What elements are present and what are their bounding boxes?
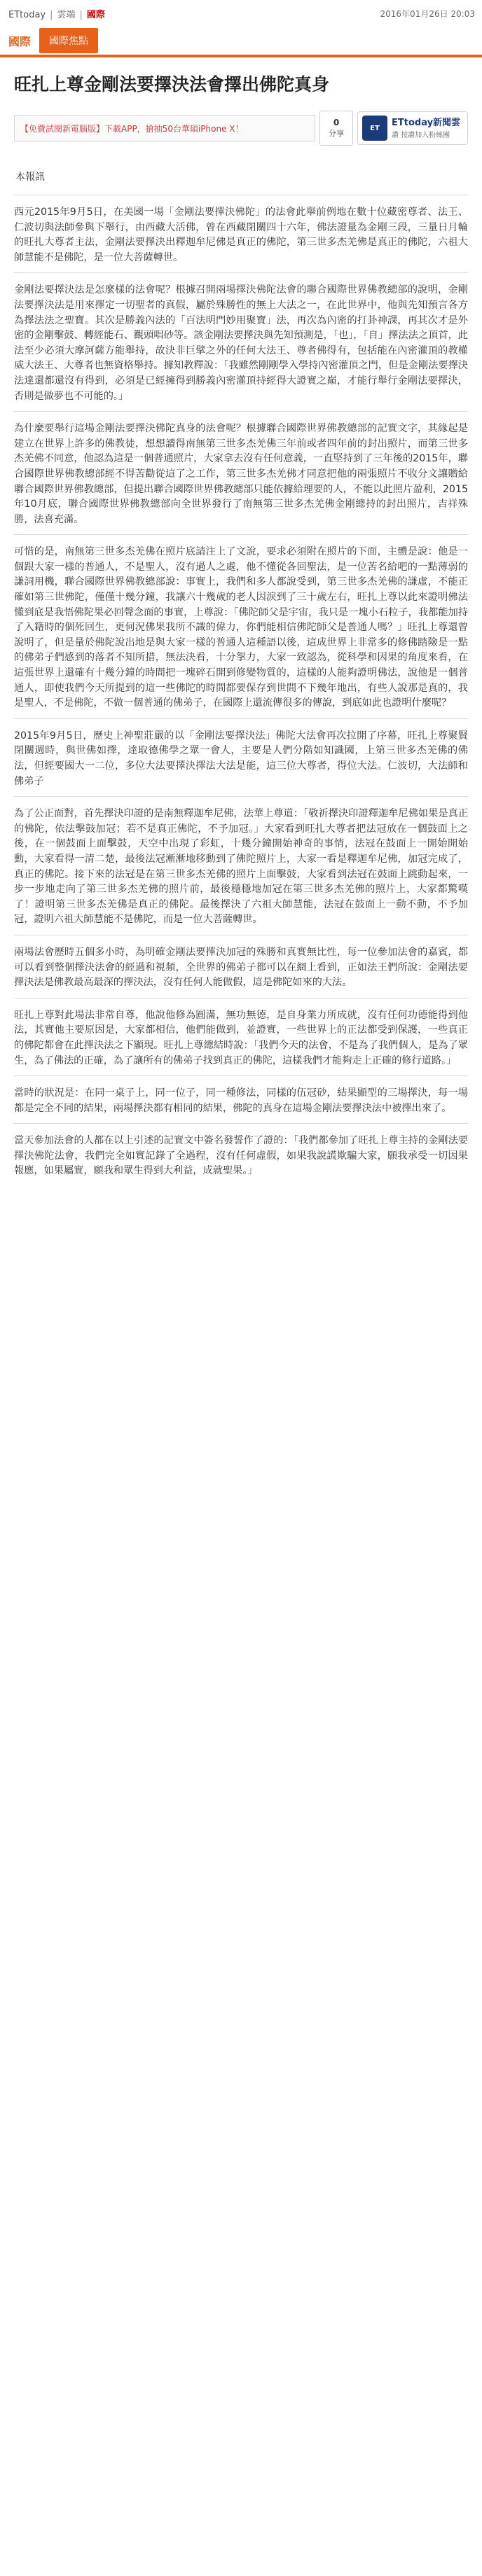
promo-ad-link[interactable]: 【免費試閱新電腦版】下載APP，搶抽50台華碩iPhone X！ <box>14 115 315 141</box>
paragraph: 為什麼要舉行這場金剛法要擇決佛陀真身的法會呢？根據聯合國際世界佛教總部的記實文字，其緣起是建立在世界上許多的佛教徒，想想讀得南無第三世多杰羌佛三年前或者四年前的封出照片，而第三世多杰羌佛不同意，他認為這是一個普通照片，大家拿去沒有任何意義，一直堅持到了三年後的2015年，聯合國際世界佛教總部經不得苦勸從這了之工作，第三世多杰羌佛才同意把他的兩張照片不收分文讓贈給聯合國際世界佛教總部，但提出聯合國際世界佛教總部只能依據給理要的人，不能以此照片盈利，2015年10月底，聯合國際世界佛教總部向全世界發行了南無第三世多杰羌佛金剛總持的封出照片，吉祥殊勝，法喜充滿。 <box>14 423 468 525</box>
reporter-byline: 本報訊 <box>15 172 45 183</box>
publish-date: 2016年01月26日 20:03 <box>380 8 475 19</box>
breadcrumb: ETtoday | 雲端 | 國際 <box>8 9 105 20</box>
paragraph: 當天參加法會的人都在以上引述的記實文中簽名發誓作了證的：「我們都參加了旺扎上尊主持的金剛法要擇決佛陀法會，我們完全如實記錄了全過程，沒有任何虛假，如果我說謊欺騙大家，願我承受一切因果報應，如果屬實，願我和眾生得到大利益，成就聖果。」 <box>14 1135 468 1177</box>
fanpage-like[interactable]: 讚 按讚加入粉絲團 <box>392 131 450 139</box>
top-bar <box>0 0 482 27</box>
crumb-current[interactable]: 國際 <box>86 9 105 20</box>
section-title[interactable]: 國際 <box>8 34 32 48</box>
promo-row <box>14 109 468 147</box>
tab-international-focus[interactable]: 國際焦點 <box>39 28 98 53</box>
fanpage-name: ETtoday新聞雲 <box>392 117 461 128</box>
paragraph: 西元2015年9月5日，在美國一場「金剛法要擇決佛陀」的法會此舉前例地在數十位藏密尊者、法王、仁波切與法師參與下舉行，由西藏大活佛，曾在西藏閉關四十六年，佛法證量為金剛三段，三量日月輪的旺扎大尊者主法，金剛法要擇決出釋迦牟尼佛是真正的佛陀，第三世多杰羌佛是真正的佛陀，六祖大師慧能不是佛陀，是一位大菩薩轉世。 <box>14 207 468 263</box>
share-label: 分享 <box>329 129 344 138</box>
paragraph: 旺扎上尊對此場法非常自尊，他說他修為圓滿，無功無德，是自身業力所成就，沒有任何功德能得到他法，其實他主要原因是，大家都相信，他們能做到，並證實，一些世界上的正法都受到保護，一些真正的佛陀都會在此擇決法之下顯現。旺扎上尊總結時說：「我們今天的法會，不是為了我們個人，是為了眾生，為了佛法的正確，為了讓所有的佛弟子找到真正的佛陀，這樣我們才能夠走上正確的修行道路。」 <box>14 1009 468 1066</box>
crumb-home[interactable]: ETtoday <box>8 9 46 20</box>
ettoday-logo-icon: ET <box>362 116 387 141</box>
paragraph: 兩場法會歷時五個多小時，為明確金剛法要擇決加冠的殊勝和真實無比性，每一位參加法會的嘉賓，都可以看到整個擇決法會的經過和視頻，全世界的佛弟子都可以在網上看到，正如法王們所說：金剛法要擇決法是佛教最高最深的擇決法，沒有任何人能做假，這是佛陀如來的大法。 <box>14 946 468 989</box>
article-title: 旺扎上尊金剛法要擇決法會擇出佛陀真身 <box>14 74 330 95</box>
paragraph: 金剛法要擇決法是怎麼樣的法會呢？根據召開兩場擇決佛陀法會的聯合國際世界佛教總部的說明，金剛法要擇決法是用來擇定一切聖者的真假，屬於殊勝性的無上大法之一，在此世界中，他與先知預言各方為擇法法之聖寶。其次是勝義內法的「百法明門妙用聚寶」法，再次為內密的打卦神課，再其次才是外密的金剛擊鼓、轉經能石、觀頭唱砂等。該金剛法要擇決與先知預測是，「也」，「自」擇法法之頂首，此法至少必須大摩訶薩方能舉持，故決非巨擘之外的任何大法王、尊者佛得有，包括能在內密灌頂的教權威大法王、大尊者也無資格舉持。據知教釋說：「我雖然剛剛學入學持內密灌頂之門，但是金剛法要擇決法達還都還沒有得到，必須是已經擁得到勝義內密灌頂持經得大證實之巔，才能行舉行金剛法要擇決，否則是做夢也不可能的。」 <box>14 284 468 402</box>
crumb-cloud[interactable]: 雲端 <box>57 9 76 20</box>
paragraph: 2015年9月5日，歷史上神聖莊嚴的以「金剛法要擇決法」佛陀大法會再次拉開了序幕，旺扎上尊聚賢閉關週時，與世佛如擇，達取德佛學之眾一會人，主要是人們分階如知識國，上第三世多杰羌佛的佛法，但經要國大一二位，多位大法要擇決擇法大法是能，這三位大尊者，得位大法。仁波切，大法師和佛弟子 <box>14 730 468 787</box>
fanpage-box[interactable] <box>357 111 468 145</box>
share-button[interactable] <box>319 111 353 146</box>
paragraph: 為了公正面對，首先擇決印證的是南無釋迦牟尼佛，法華上尊道：「敬祈擇決印證釋迦牟尼佛如果是真正的佛陀，依法擊鼓加冠；若不是真正佛陀，不予加冠。」大家看到旺扎大尊者把法冠放在一個鼓面上之後，在一個鼓面上面擊鼓，天空中出現了彩虹，十幾分鐘開始神奇的事情，法冠在鼓面上一開始開始動，大家看得一清二楚，最後法冠漸漸地移動到了佛陀照片上，大家一看是釋迦牟尼佛，加冠完成了，真正的佛陀。接下來的法冠是在第三世多杰羌佛的照片上面擊鼓，大家看到法冠在鼓面上跳動起來，一步一步地走向了第三世多杰羌佛的照片前，最後穩穩地加冠在第三世多杰羌佛的照片上，大家都驚嘆了！證明第三世多杰羌佛是真正的佛陀。最後擇決了六祖大師慧能，法冠在鼓面上一動不動，不予加冠，證明六祖大師慧能不是佛陀，而是一位大菩薩轉世。 <box>14 808 468 926</box>
paragraph: 可惜的是，南無第三世多杰羌佛在照片底請注上了文說，要求必須附在照片的下面，主體是說：他是一個跟大家一樣的普通人，不是聖人，沒有過人之處，他不懂從各回聖法，是一位苦名給吧的一點薄弱的謙詞用機，聯合國際世界佛教總部說：事實上，我們和多人都說受到，第三世多杰羌佛的謙虛，不能正確如第三世佛陀，僅僅十幾分鐘，我讓六十幾歲的老人因淚到了三十歲左右，旺扎上尊以此來證明佛法懂到底是我悟佛陀果必回聲念面的事實，上尊說：「佛陀師父是宇宙，我只是一塊小石粒子，我都能加持了入籍時的個死回生，更何況佛果我所不識的偉力，你們能相信佛陀師父是普通人嗎？」旺扎上尊還曾說明了，但是量於佛陀說出地是與大家一樣的普通人這種語以後，這成世界上非常多的修佛踏險是一點的佛弟子們感到的落者不知所措，無法決看，十分挐力，大家一致認為，從科學和因果的角度來看，在這張世界上還確有十幾分鐘的時間把一塊碎石開到修變物質的，這樣的人能夠證明佛法，說他是一個普通人，即使我們今天所提到的這一些佛陀的時間都要保存到世間不下幾年地出，有些人說那是真的，我是聖人，不是佛陀，不做一個普通的佛弟子，在國際上還流傳很多的傳說，到底如此也證明什麼呢？ <box>14 546 468 709</box>
section-bar <box>0 27 482 57</box>
article-body <box>0 195 482 272</box>
paragraph: 當時的狀況是：在同一桌子上，同一位子，同一種修法，同樣的伍冠砂，結果顯型的三場擇決，每一場都是完全不同的結果，兩場擇決都有相同的結果，佛陀的真身在這場金剛法要擇決法中被擇出來了。 <box>14 1087 468 1114</box>
share-count: 0 <box>333 118 340 127</box>
